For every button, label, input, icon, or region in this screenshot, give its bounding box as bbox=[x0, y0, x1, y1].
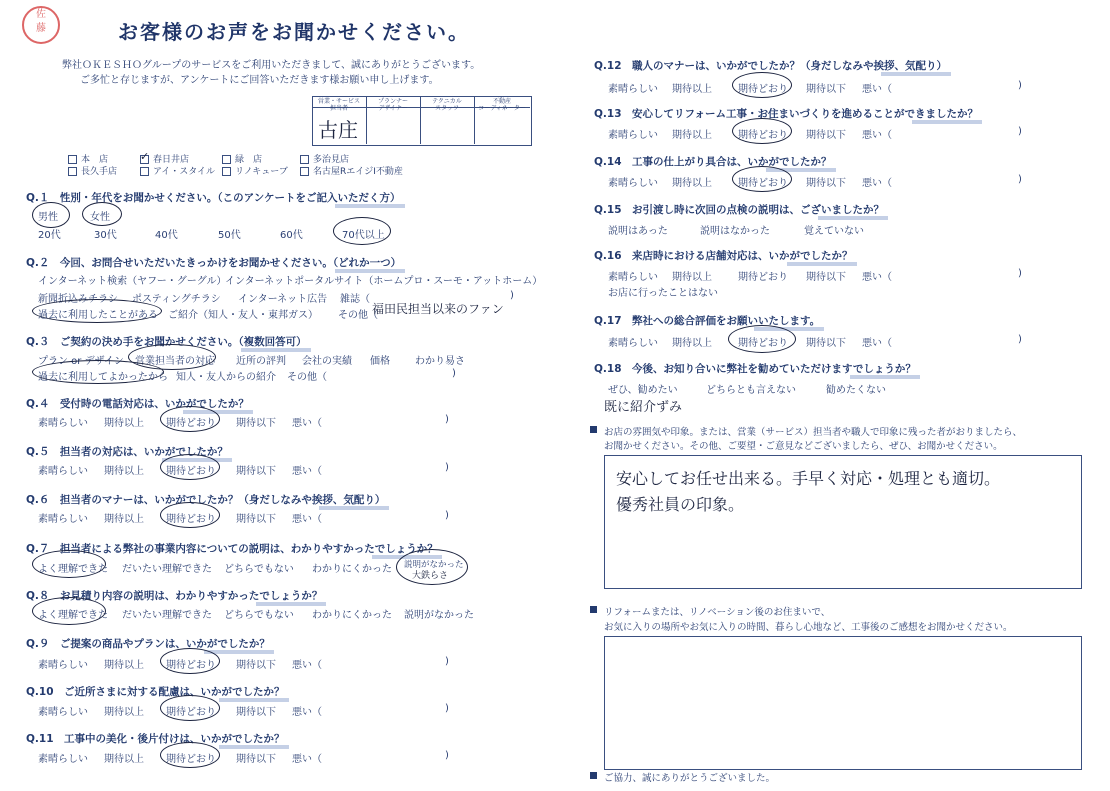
q8-option-none[interactable]: 説明がなかった bbox=[404, 610, 474, 621]
answer-circle-q14 bbox=[732, 166, 792, 192]
staff-header-sales: 営業・サービス 担当者 bbox=[317, 98, 360, 112]
bullet-square-icon bbox=[590, 426, 597, 433]
staff-header-technical: テクニカル スタッフ bbox=[432, 98, 462, 112]
q16-rating-excellent[interactable]: 素晴らしい bbox=[608, 272, 658, 283]
q12-rating-bad[interactable]: 悪い（ bbox=[862, 84, 892, 95]
q14-rating-excellent[interactable]: 素晴らしい bbox=[608, 178, 658, 189]
q16-bad-close: ) bbox=[1018, 268, 1022, 279]
q13-rating-excellent[interactable]: 素晴らしい bbox=[608, 130, 658, 141]
q9-title: Q.９ ご提案の商品やプランは、いかがでしたか？ bbox=[26, 638, 270, 650]
q16-rating-below[interactable]: 期待以下 bbox=[806, 272, 846, 283]
q10-title: Q.10 ご近所さまに対する配慮は、いかがでしたか？ bbox=[26, 686, 285, 698]
q4-rating-below[interactable]: 期待以下 bbox=[236, 418, 276, 429]
q3-option-sales-rep[interactable]: 営業担当者の対応 bbox=[135, 356, 215, 367]
answer-circle-q7 bbox=[32, 550, 106, 578]
q15-option-explained[interactable]: 説明はあった bbox=[608, 226, 668, 237]
q6-title: Q.６ 担当者のマナーは、いかがでしたか？（身だしなみや挨拶、気配り） bbox=[26, 494, 386, 506]
q17-title: Q.17 弊社への総合評価をお願いいたします。 bbox=[594, 315, 821, 327]
q2-option-search[interactable]: インターネット検索（ヤフー・グーグル） bbox=[38, 276, 227, 287]
intro-line-2: ご多忙と存じますが、アンケートにご回答いただきます様お願い申し上げます。 bbox=[80, 75, 439, 86]
answer-circle-q17 bbox=[728, 325, 796, 353]
q8-title: Q.８ お見積り内容の説明は、わかりやすかったでしょうか？ bbox=[26, 590, 323, 602]
store-nagoya-realestate[interactable]: 名古屋RエイジI不動産 bbox=[300, 164, 403, 177]
q5-rating-below[interactable]: 期待以下 bbox=[236, 466, 276, 477]
q8-option-unclear[interactable]: わかりにくかった bbox=[312, 610, 392, 621]
q6-rating-as-expected[interactable]: 期待どおり bbox=[166, 514, 216, 525]
impression-handwriting-2: 優秀社員の印象。 bbox=[616, 495, 745, 514]
q15-option-not-explained[interactable]: 説明はなかった bbox=[700, 226, 770, 237]
q1-age-20[interactable]: 20代 bbox=[38, 230, 61, 241]
q14-rating-below[interactable]: 期待以下 bbox=[806, 178, 846, 189]
q2-option-magazine[interactable]: 雑誌（ bbox=[340, 294, 370, 305]
q4-rating-as-expected[interactable]: 期待どおり bbox=[166, 418, 216, 429]
checkbox-icon bbox=[68, 167, 77, 176]
intro-line-1: 弊社ＯＫＥＳＨＯグループのサービスをご利用いただきまして、誠にありがとうございます。 bbox=[62, 60, 481, 71]
q1-age-60[interactable]: 60代 bbox=[280, 230, 303, 241]
q7-option-none[interactable]: 説明がなかった bbox=[404, 560, 464, 570]
q3-option-other[interactable]: その他（ bbox=[287, 372, 327, 383]
q12-rating-excellent[interactable]: 素晴らしい bbox=[608, 84, 658, 95]
q7-option-unclear[interactable]: わかりにくかった bbox=[312, 564, 392, 575]
q14-rating-as-expected[interactable]: 期待どおり bbox=[738, 178, 788, 189]
q5-rating-above[interactable]: 期待以上 bbox=[104, 466, 144, 477]
q15-option-forgot[interactable]: 覚えていない bbox=[804, 226, 864, 237]
store-midori[interactable]: 緑 店 bbox=[222, 152, 262, 165]
checkbox-checked-icon: ✓ bbox=[140, 150, 150, 163]
q6-rating-excellent[interactable]: 素晴らしい bbox=[38, 514, 88, 525]
q17-bad-close: ) bbox=[1018, 334, 1022, 345]
q11-rating-bad[interactable]: 悪い（ bbox=[292, 754, 322, 765]
store-renocube[interactable]: リノキューブ bbox=[222, 164, 288, 177]
q14-bad-close: ) bbox=[1018, 174, 1022, 185]
answer-circle-q4 bbox=[160, 406, 220, 432]
q16-option-never-visited[interactable]: お店に行ったことはない bbox=[608, 288, 718, 299]
answer-circle-q1-female bbox=[82, 202, 122, 226]
q1-age-40[interactable]: 40代 bbox=[155, 230, 178, 241]
q3-option-track-record[interactable]: 会社の実績 bbox=[302, 356, 352, 367]
answer-circle-q12 bbox=[732, 72, 792, 98]
impression-prompt-line-2: お聞かせください。その他、ご要望・ご意見などございましたら、ぜひ、お聞かせください。 bbox=[604, 441, 1003, 452]
checkbox-icon bbox=[222, 167, 231, 176]
answer-circle-q9 bbox=[160, 648, 220, 674]
checkbox-icon bbox=[68, 155, 77, 164]
q12-rating-as-expected[interactable]: 期待どおり bbox=[738, 84, 788, 95]
bullet-square-icon bbox=[590, 606, 597, 613]
q3-title: Q.３ ご契約の決め手をお聞かせください。（複数回答可） bbox=[26, 336, 307, 348]
q5-bad-close: ) bbox=[445, 462, 449, 473]
q2-option-web-ad[interactable]: インターネット広告 bbox=[238, 294, 328, 305]
store-tajimi[interactable]: 多治見店 bbox=[300, 152, 349, 165]
page-title: お客様のお声をお聞かせください。 bbox=[118, 20, 470, 44]
q8-option-mostly[interactable]: だいたい理解できた bbox=[122, 610, 212, 621]
q11-rating-above[interactable]: 期待以上 bbox=[104, 754, 144, 765]
q18-option-neutral[interactable]: どちらとも言えない bbox=[706, 385, 796, 396]
q12-rating-above[interactable]: 期待以上 bbox=[672, 84, 712, 95]
q9-rating-bad[interactable]: 悪い（ bbox=[292, 660, 322, 671]
answer-circle-q8 bbox=[32, 597, 106, 625]
answer-circle-q2 bbox=[32, 299, 162, 323]
q2-other-handwriting: 福田民担当以来のファン bbox=[372, 302, 504, 316]
q10-bad-close: ) bbox=[445, 703, 449, 714]
q9-bad-close: ) bbox=[445, 656, 449, 667]
q10-rating-as-expected[interactable]: 期待どおり bbox=[166, 707, 216, 718]
q3-option-reputation[interactable]: 近所の評判 bbox=[236, 356, 286, 367]
seal-char-2: 藤 bbox=[36, 23, 46, 34]
q16-rating-as-expected[interactable]: 期待どおり bbox=[738, 272, 788, 283]
q5-title: Q.５ 担当者の対応は、いかがでしたか？ bbox=[26, 446, 228, 458]
q8-option-understood[interactable]: よく理解できた bbox=[38, 610, 108, 621]
q17-rating-bad[interactable]: 悪い（ bbox=[862, 338, 892, 349]
q7-title: Q.７ 担当者による弊社の事業内容についての説明は、わかりやすかったでしょうか？ bbox=[26, 543, 438, 555]
q16-rating-bad[interactable]: 悪い（ bbox=[862, 272, 892, 283]
q11-rating-excellent[interactable]: 素晴らしい bbox=[38, 754, 88, 765]
q9-rating-excellent[interactable]: 素晴らしい bbox=[38, 660, 88, 671]
hanko-seal bbox=[22, 6, 60, 44]
q13-rating-above[interactable]: 期待以上 bbox=[672, 130, 712, 141]
q1-age-70plus[interactable]: 70代以上 bbox=[342, 230, 385, 241]
answer-circle-q13 bbox=[732, 118, 792, 144]
reform-answer-box[interactable] bbox=[604, 636, 1082, 770]
q4-rating-excellent[interactable]: 素晴らしい bbox=[38, 418, 88, 429]
staff-header-realestate: 不動産 コーディネーター bbox=[478, 98, 526, 112]
checkbox-icon bbox=[140, 167, 149, 176]
answer-circle-q3-past bbox=[32, 360, 164, 384]
q6-rating-below[interactable]: 期待以下 bbox=[236, 514, 276, 525]
q9-rating-as-expected[interactable]: 期待どおり bbox=[166, 660, 216, 671]
q2-title: Q.２ 今回、お問合せいただいたきっかけをお聞かせください。（どれか一つ） bbox=[26, 257, 402, 269]
q1-age-30[interactable]: 30代 bbox=[94, 230, 117, 241]
q12-bad-close: ) bbox=[1018, 80, 1022, 91]
answer-circle-q10 bbox=[160, 695, 220, 721]
q2-magazine-close: ) bbox=[510, 290, 514, 301]
q4-rating-bad[interactable]: 悪い（ bbox=[292, 418, 322, 429]
q12-title: Q.12 職人のマナーは、いかがでしたか？（身だしなみや挨拶、気配り） bbox=[594, 60, 948, 72]
q15-title: Q.15 お引渡し時に次回の点検の説明は、ございましたか？ bbox=[594, 204, 885, 216]
reform-prompt-line-1: リフォームまたは、リノベーション後のお住まいで、 bbox=[604, 607, 831, 618]
q14-title: Q.14 工事の仕上がり具合は、いかがでしたか？ bbox=[594, 156, 832, 168]
q18-handwriting: 既に紹介ずみ bbox=[604, 400, 683, 415]
store-istyle[interactable]: アイ・スタイル bbox=[140, 164, 215, 177]
q7-option-understood[interactable]: よく理解できた bbox=[38, 564, 108, 575]
q13-title: Q.13 安心してリフォーム工事・お住まいづくりを進めることができましたか？ bbox=[594, 108, 979, 120]
q3-option-plan[interactable]: プラン or デザイン bbox=[38, 356, 124, 367]
answer-circle-q1-age bbox=[333, 217, 391, 245]
q13-rating-below[interactable]: 期待以下 bbox=[806, 130, 846, 141]
store-nagakute[interactable]: 長久手店 bbox=[68, 164, 117, 177]
q3-option-past-good[interactable]: 過去に利用してよかったから bbox=[38, 372, 168, 383]
q13-rating-as-expected[interactable]: 期待どおり bbox=[738, 130, 788, 141]
q18-option-recommend[interactable]: ぜひ、勧めたい bbox=[608, 385, 678, 396]
q1-female[interactable]: 女性 bbox=[90, 212, 110, 223]
q4-bad-close: ) bbox=[445, 414, 449, 425]
impression-handwriting-1: 安心してお任せ出来る。手早く対応・処理とも適切。 bbox=[616, 469, 1001, 488]
q11-bad-close: ) bbox=[445, 750, 449, 761]
q17-rating-excellent[interactable]: 素晴らしい bbox=[608, 338, 658, 349]
q6-rating-above[interactable]: 期待以上 bbox=[104, 514, 144, 525]
q5-rating-excellent[interactable]: 素晴らしい bbox=[38, 466, 88, 477]
q5-rating-as-expected[interactable]: 期待どおり bbox=[166, 466, 216, 477]
answer-circle-q1-male bbox=[32, 202, 70, 228]
q10-rating-above[interactable]: 期待以上 bbox=[104, 707, 144, 718]
q1-age-50[interactable]: 50代 bbox=[218, 230, 241, 241]
answer-circle-q6 bbox=[160, 502, 220, 528]
q2-option-posting[interactable]: ポスティングチラシ bbox=[132, 294, 221, 305]
q11-title: Q.11 工事中の美化・後片付けは、いかがでしたか？ bbox=[26, 733, 285, 745]
q3-other-close: ) bbox=[452, 368, 456, 379]
seal-char-1: 佐 bbox=[36, 9, 46, 20]
checkbox-icon bbox=[222, 155, 231, 164]
q17-rating-above[interactable]: 期待以上 bbox=[672, 338, 712, 349]
store-honten[interactable]: 本 店 bbox=[68, 152, 108, 165]
q18-title: Q.18 今後、お知り合いに弊社を勧めていただけますでしょうか？ bbox=[594, 363, 916, 375]
sales-name-handwriting: 古庄 bbox=[318, 118, 358, 142]
q7-option-mostly[interactable]: だいたい理解できた bbox=[122, 564, 212, 575]
q14-rating-above[interactable]: 期待以上 bbox=[672, 178, 712, 189]
q2-option-past-use[interactable]: 過去に利用したことがある bbox=[38, 310, 158, 321]
q6-bad-close: ) bbox=[445, 510, 449, 521]
q1-male[interactable]: 男性 bbox=[38, 212, 58, 223]
q11-rating-below[interactable]: 期待以下 bbox=[236, 754, 276, 765]
q13-rating-bad[interactable]: 悪い（ bbox=[862, 130, 892, 141]
q17-rating-as-expected[interactable]: 期待どおり bbox=[738, 338, 788, 349]
q10-rating-excellent[interactable]: 素晴らしい bbox=[38, 707, 88, 718]
q6-rating-bad[interactable]: 悪い（ bbox=[292, 514, 322, 525]
q14-rating-bad[interactable]: 悪い（ bbox=[862, 178, 892, 189]
q7-handwriting: 大鉄らさ bbox=[412, 571, 449, 581]
footer-thanks: ご協力、誠にありがとうございました。 bbox=[604, 773, 776, 784]
q2-option-other[interactable]: その他（ bbox=[338, 310, 378, 321]
q5-rating-bad[interactable]: 悪い（ bbox=[292, 466, 322, 477]
q8-option-neutral[interactable]: どちらでもない bbox=[224, 610, 294, 621]
q2-option-portal[interactable]: インターネットポータルサイト（ホームプロ・スーモ・アットホーム） bbox=[225, 276, 543, 287]
q9-rating-below[interactable]: 期待以下 bbox=[236, 660, 276, 671]
bullet-square-icon bbox=[590, 772, 597, 779]
q4-title: Q.４ 受付時の電話対応は、いかがでしたか？ bbox=[26, 398, 249, 410]
q17-rating-below[interactable]: 期待以下 bbox=[806, 338, 846, 349]
q9-rating-above[interactable]: 期待以上 bbox=[104, 660, 144, 671]
q3-option-clarity[interactable]: わかり易さ bbox=[415, 356, 465, 367]
q3-option-friend[interactable]: 知人・友人からの紹介 bbox=[176, 372, 276, 383]
q2-option-newspaper[interactable]: 新聞折込みチラシ bbox=[38, 294, 118, 305]
q2-option-referral[interactable]: ご紹介（知人・友人・東邦ガス） bbox=[168, 310, 318, 321]
q12-rating-below[interactable]: 期待以下 bbox=[806, 84, 846, 95]
answer-circle-q11 bbox=[160, 742, 220, 768]
q7-option-neutral[interactable]: どちらでもない bbox=[224, 564, 294, 575]
staff-header-planner: プランナー デザイナー bbox=[377, 98, 408, 112]
store-kasugai[interactable]: ✓ 春日井店 bbox=[140, 150, 190, 165]
q13-bad-close: ) bbox=[1018, 126, 1022, 137]
q11-rating-as-expected[interactable]: 期待どおり bbox=[166, 754, 216, 765]
reform-prompt-line-2: お気に入りの場所やお気に入りの時間、暮らし心地など、工事後のご感想をお聞かせください。 bbox=[604, 622, 1013, 633]
q4-rating-above[interactable]: 期待以上 bbox=[104, 418, 144, 429]
q3-option-price[interactable]: 価格 bbox=[370, 356, 390, 367]
q10-rating-below[interactable]: 期待以下 bbox=[236, 707, 276, 718]
q16-title: Q.16 来店時における店舗対応は、いかがでしたか？ bbox=[594, 250, 853, 262]
answer-circle-q5 bbox=[160, 454, 220, 480]
impression-prompt-line-1: お店の雰囲気や印象。または、営業（サービス）担当者や職人で印象に残った者がおりましたら、 bbox=[604, 427, 1023, 438]
q1-title: Q.１ 性別・年代をお聞かせください。（このアンケートをご記入いただく方） bbox=[26, 192, 401, 204]
checkbox-icon bbox=[300, 167, 309, 176]
checkbox-icon bbox=[300, 155, 309, 164]
q10-rating-bad[interactable]: 悪い（ bbox=[292, 707, 322, 718]
q16-rating-above[interactable]: 期待以上 bbox=[672, 272, 712, 283]
q18-option-no[interactable]: 勧めたくない bbox=[826, 385, 886, 396]
